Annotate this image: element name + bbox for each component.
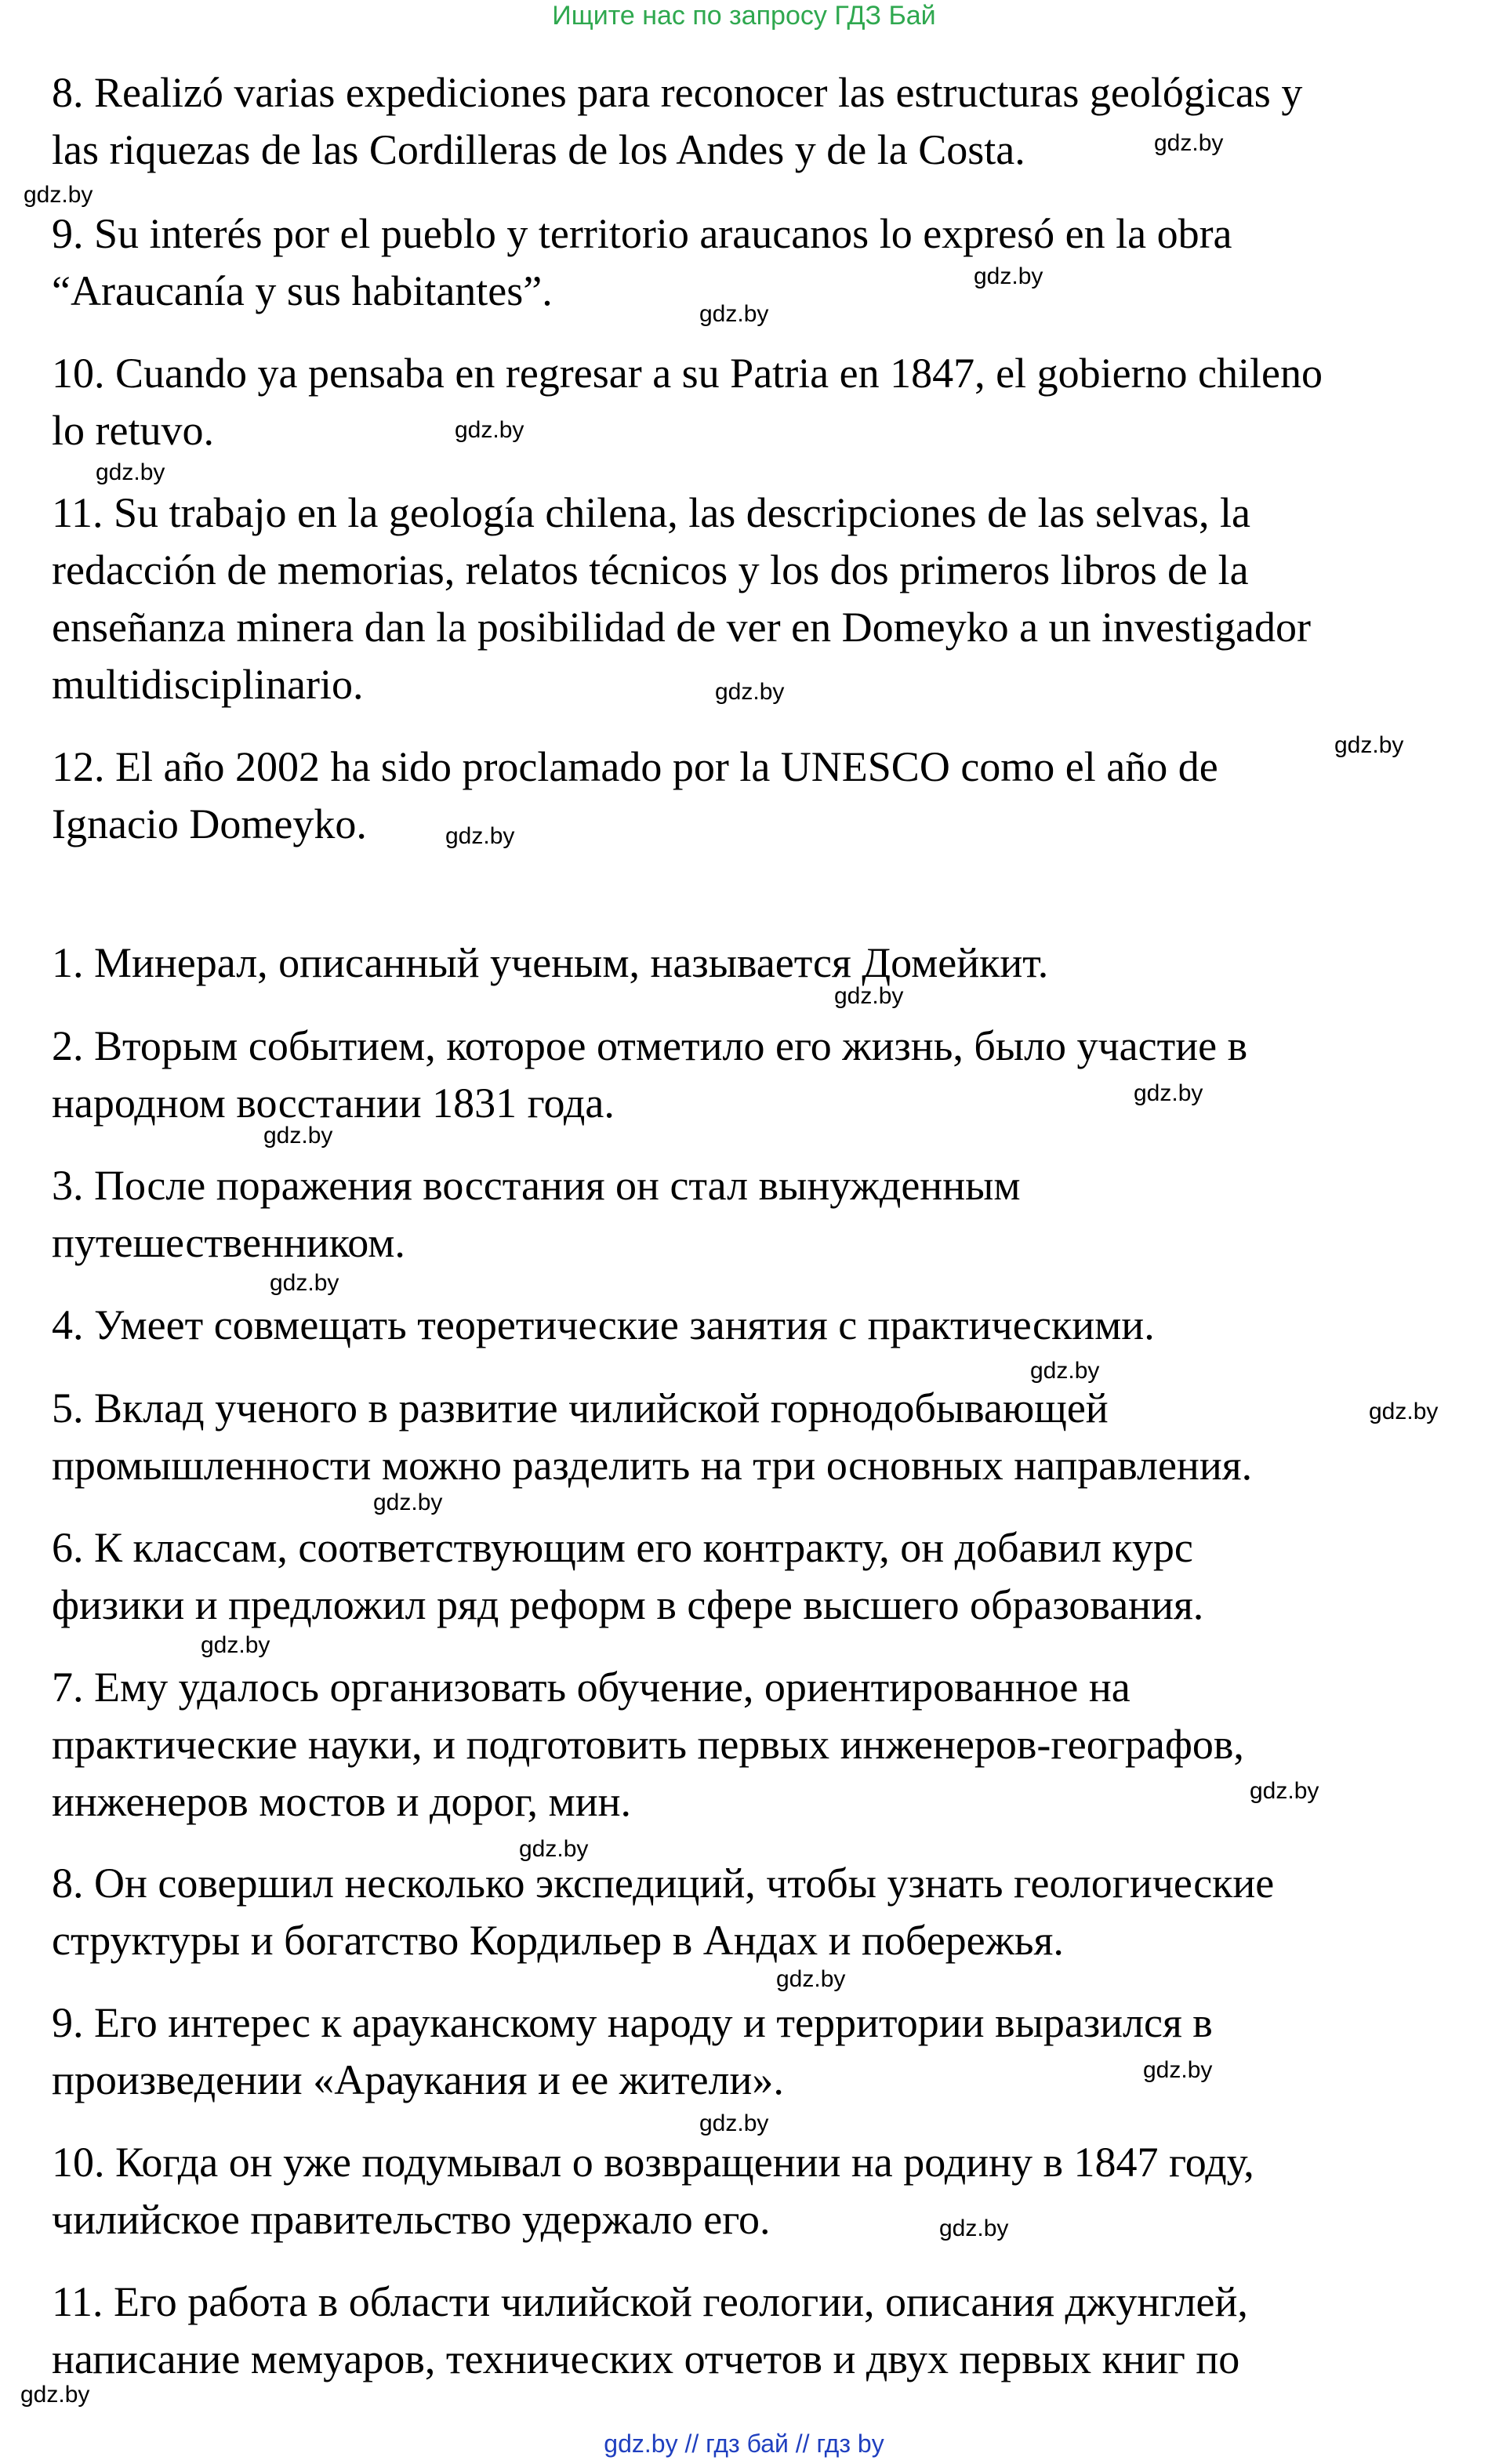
ru-paragraph-7 [52, 1659, 1447, 1831]
ru-paragraph-6 [52, 1519, 1447, 1634]
paragraph-line: las riquezas de las Cordilleras de los Andes y de la Costa. [52, 126, 1025, 173]
ru-paragraph-10 [52, 2134, 1447, 2248]
paragraph-line: путешественником. [52, 1219, 405, 1266]
paragraph-line: 1. Минерал, описанный ученым, называется Домейкит. [52, 939, 1049, 986]
paragraph-line: физики и предложил ряд реформ в сфере высшего образования. [52, 1581, 1204, 1628]
site-footer: gdz.by // гдз бай // гдз by [604, 2430, 884, 2458]
paragraph-line: 11. Su trabajo en la geología chilena, las descripciones de las selvas, la [52, 489, 1251, 536]
watermark: gdz.by [699, 301, 769, 327]
ru-paragraph-1 [52, 934, 1447, 992]
paragraph-line: чилийское правительство удержало его. [52, 2196, 771, 2243]
watermark: gdz.by [201, 1632, 270, 1658]
watermark: gdz.by [270, 1270, 339, 1296]
watermark: gdz.by [1154, 130, 1224, 156]
watermark: gdz.by [373, 1490, 443, 1515]
paragraph-line: 6. К классам, соответствующим его контракту, он добавил курс [52, 1524, 1193, 1571]
paragraph-line: народном восстании 1831 года. [52, 1080, 615, 1127]
ru-paragraph-2 [52, 1018, 1447, 1132]
paragraph-line: 9. Его интерес к арауканскому народу и территории выразился в [52, 1999, 1213, 2046]
paragraph-line: 3. После поражения восстания он стал вынужденным [52, 1162, 1021, 1209]
paragraph-line: инженеров мостов и дорог, мин. [52, 1778, 631, 1825]
paragraph-line: структуры и богатство Кордильер в Андах и побережья. [52, 1917, 1064, 1964]
paragraph-line: 10. Когда он уже подумывал о возвращении на родину в 1847 году, [52, 2139, 1254, 2186]
watermark: gdz.by [776, 1966, 846, 1992]
paragraph-line: 9. Su interés por el pueblo y territorio araucanos lo expresó en la obra [52, 210, 1232, 257]
watermark: gdz.by [715, 679, 785, 705]
paragraph-line: 12. El año 2002 ha sido proclamado por la UNESCO como el año de [52, 743, 1218, 790]
ru-paragraph-9 [52, 1994, 1447, 2109]
ru-paragraph-11 [52, 2273, 1447, 2388]
paragraph-line: промышленности можно разделить на три основных направления. [52, 1442, 1253, 1489]
paragraph-line: “Araucanía y sus habitantes”. [52, 267, 553, 314]
watermark: gdz.by [263, 1123, 333, 1149]
paragraph-line: 2. Вторым событием, которое отметило его жизнь, было участие в [52, 1022, 1248, 1069]
watermark: gdz.by [834, 983, 904, 1009]
paragraph-line: 11. Его работа в области чилийской геологии, описания джунглей, [52, 2278, 1248, 2325]
paragraph-line: 8. Он совершил несколько экспедиций, чтобы узнать геологические [52, 1860, 1275, 1907]
ru-paragraph-5 [52, 1380, 1447, 1494]
es-paragraph-10 [52, 345, 1447, 459]
watermark: gdz.by [974, 263, 1043, 289]
watermark: gdz.by [1369, 1399, 1439, 1424]
paragraph-line: 8. Realizó varias expediciones para reconocer las estructuras geológicas y [52, 69, 1303, 116]
watermark: gdz.by [939, 2215, 1009, 2241]
paragraph-line: Ignacio Domeyko. [52, 800, 367, 847]
ru-paragraph-8 [52, 1855, 1447, 1969]
paragraph-line: практические науки, и подготовить первых инженеров-географов, [52, 1721, 1244, 1768]
paragraph-line: написание мемуаров, технических отчетов и двух первых книг по [52, 2335, 1240, 2382]
watermark: gdz.by [1143, 2057, 1213, 2083]
paragraph-line: lo retuvo. [52, 407, 214, 454]
ru-paragraph-3 [52, 1157, 1447, 1272]
watermark: gdz.by [1134, 1080, 1203, 1106]
watermark: gdz.by [455, 417, 524, 443]
watermark: gdz.by [24, 182, 93, 208]
site-header: Ищите нас по запросу ГДЗ Бай [552, 1, 936, 31]
watermark: gdz.by [96, 459, 165, 485]
paragraph-line: multidisciplinario. [52, 661, 364, 708]
paragraph-line: 4. Умеет совмещать теоретические занятия с практическими. [52, 1301, 1155, 1348]
watermark: gdz.by [1250, 1778, 1319, 1804]
es-paragraph-12 [52, 738, 1447, 853]
watermark: gdz.by [1334, 732, 1404, 758]
watermark: gdz.by [519, 1836, 589, 1862]
watermark: gdz.by [445, 823, 515, 849]
paragraph-line: enseñanza minera dan la posibilidad de ver en Domeyko a un investigador [52, 604, 1311, 651]
paragraph-line: 5. Вклад ученого в развитие чилийской горнодобывающей [52, 1384, 1109, 1432]
paragraph-line: redacción de memorias, relatos técnicos y los dos primeros libros de la [52, 546, 1249, 593]
es-paragraph-8 [52, 64, 1447, 179]
watermark: gdz.by [1030, 1358, 1100, 1384]
watermark: gdz.by [699, 2110, 769, 2136]
paragraph-line: произведении «Араукания и ее жители». [52, 2056, 784, 2103]
paragraph-line: 10. Cuando ya pensaba en regresar a su Patria en 1847, el gobierno chileno [52, 350, 1323, 397]
ru-paragraph-4 [52, 1297, 1447, 1354]
watermark: gdz.by [20, 2382, 90, 2408]
paragraph-line: 7. Ему удалось организовать обучение, ориентированное на [52, 1664, 1131, 1711]
